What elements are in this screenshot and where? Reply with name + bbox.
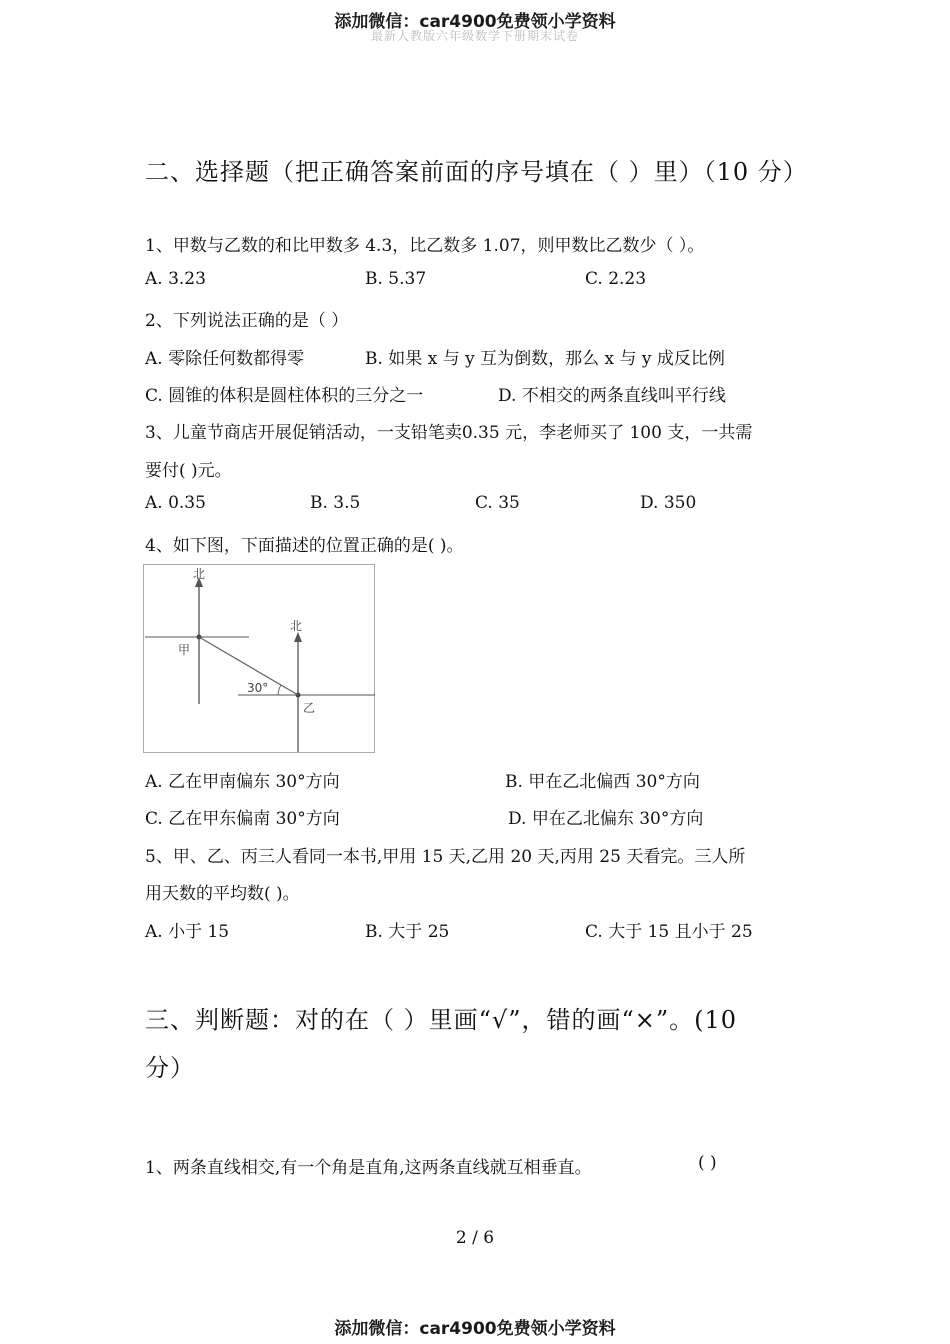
section-3-title-line-2: 分）: [145, 1054, 195, 1082]
q4-option-a: A. 乙在甲南偏东 30°方向: [145, 772, 340, 792]
q3-option-c: C. 35: [475, 493, 520, 513]
q2-option-b: B. 如果 x 与 y 互为倒数，那么 x 与 y 成反比例: [365, 349, 725, 369]
question-2-stem: 2、下列说法正确的是（ ）: [145, 311, 349, 331]
q1-option-b: B. 5.37: [365, 269, 427, 289]
question-5-stem-line-2: 用天数的平均数( )。: [145, 884, 300, 904]
q4-option-c: C. 乙在甲东偏南 30°方向: [145, 809, 340, 829]
angle-label: 30°: [247, 681, 269, 695]
q2-option-a: A. 零除任何数都得零: [145, 349, 305, 369]
north-label-2: 北: [290, 619, 303, 633]
q5-option-a: A. 小于 15: [145, 922, 230, 942]
q2-option-c: C. 圆锥的体积是圆柱体积的三分之一: [145, 386, 424, 406]
question-3-stem-line-1: 3、儿童节商店开展促销活动，一支铅笔卖0.35 元，李老师买了 100 支，一共需: [145, 423, 753, 443]
q4-option-b: B. 甲在乙北偏西 30°方向: [505, 772, 700, 792]
position-diagram: [143, 564, 376, 754]
q1-option-a: A. 3.23: [145, 269, 206, 289]
question-3-stem-line-2: 要付( )元。: [145, 461, 232, 481]
north-label-1: 北: [193, 567, 206, 581]
watermark-top: 添加微信：car4900免费领小学资料: [334, 12, 616, 32]
question-1-stem: 1、甲数与乙数的和比甲数多 4.3，比乙数多 1.07，则甲数比乙数少（ ）。: [145, 236, 705, 256]
diagram-frame: [144, 565, 375, 753]
judgment-q1-blank: ( ): [698, 1153, 717, 1173]
point-jia-label: 甲: [178, 643, 191, 657]
judgment-question-1: 1、两条直线相交,有一个角是直角,这两条直线就互相垂直。: [145, 1158, 592, 1178]
q1-option-c: C. 2.23: [585, 269, 647, 289]
q3-option-b: B. 3.5: [310, 493, 361, 513]
point-yi-label: 乙: [303, 701, 316, 715]
section-3-title-line-1: 三、判断题：对的在（ ）里画“√”，错的画“×”。(10: [145, 1006, 738, 1034]
q2-option-d: D. 不相交的两条直线叫平行线: [498, 386, 726, 406]
question-5-stem-line-1: 5、甲、乙、丙三人看同一本书,甲用 15 天,乙用 20 天,丙用 25 天看完。三人所: [145, 847, 746, 867]
q3-option-d: D. 350: [640, 493, 697, 513]
page-number: 2 / 6: [455, 1228, 495, 1248]
q4-option-d: D. 甲在乙北偏东 30°方向: [508, 809, 704, 829]
q5-option-b: B. 大于 25: [365, 922, 450, 942]
faded-header-text: 最新人教版六年级数学下册期末试卷: [370, 29, 579, 43]
watermark-bottom: 添加微信：car4900免费领小学资料: [334, 1319, 616, 1339]
q3-option-a: A. 0.35: [145, 493, 206, 513]
question-4-stem: 4、如下图，下面描述的位置正确的是( )。: [145, 536, 464, 556]
q5-option-c: C. 大于 15 且小于 25: [585, 922, 753, 942]
section-2-title: 二、选择题（把正确答案前面的序号填在（ ）里）（10 分）: [145, 158, 808, 186]
